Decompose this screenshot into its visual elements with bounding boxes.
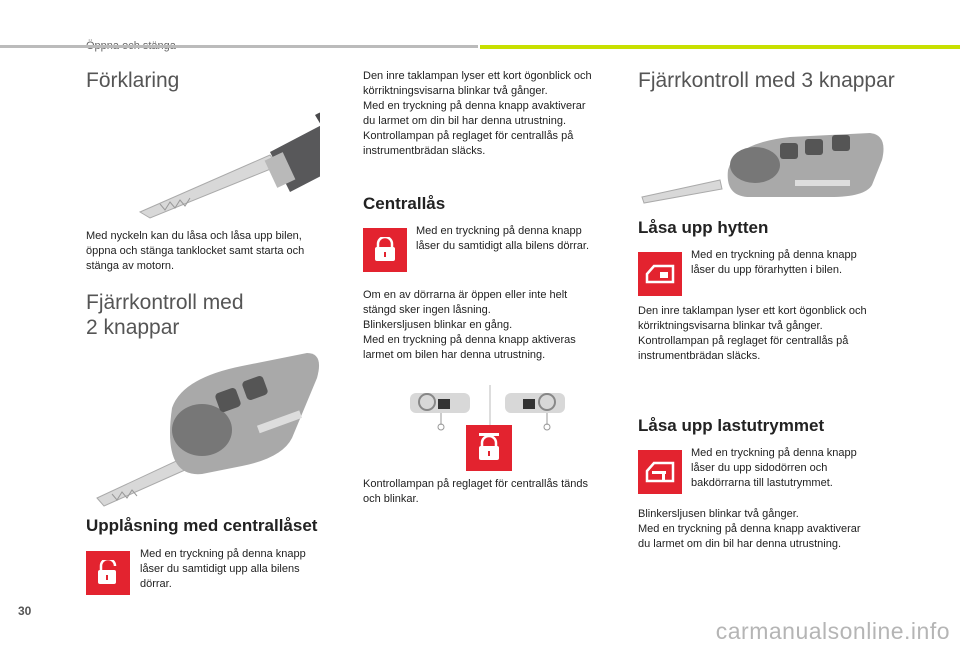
lock-indicator-icon	[466, 425, 512, 471]
unlock-cab-after: Den inre taklampan lyser ett kort ögonblick och körriktningsvisarna blinkar två gånger. Kontrollampan på reglaget för centrallås på instrumentbrädan släcks.	[638, 305, 867, 362]
key-illustration	[120, 100, 320, 220]
header-accent-bar	[480, 45, 960, 49]
remote-3-buttons-illustration	[640, 125, 890, 205]
page-number: 30	[18, 604, 32, 618]
unlock-cargo-description: Med en tryckning på denna knapp låser du upp sidodörren och bakdörrarna till lastutrymmet.	[691, 447, 857, 489]
title-remote-3-buttons: Fjärrkontroll med 3 knappar	[638, 69, 895, 92]
remote-2-buttons-illustration	[92, 348, 332, 508]
lamp-description: Kontrollampan på reglaget för centrallås tänds och blinkar.	[363, 478, 589, 505]
unlock-description: Med en tryckning på denna knapp låser du samtidigt upp alla bilens dörrar.	[140, 548, 306, 590]
intro-description: Den inre taklampan lyser ett kort ögonblick och körriktningsvisarna blinkar två gånger. Med en tryckning på denna knapp avaktiverar du larmet om din bil har denna utrustning. Kontrollampan på reglaget för centrallås på instrumentbrädan släcks.	[363, 70, 592, 157]
title-unlock-cab: Låsa upp hytten	[638, 218, 769, 237]
title-explanation: Förklaring	[86, 69, 180, 92]
title-central-unlock: Upplåsning med centrallåset	[86, 516, 318, 535]
lock-button-icon	[363, 228, 407, 272]
key-description: Med nyckeln kan du låsa och låsa upp bilen, öppna och stänga tanklocket samt starta och stänga av motorn.	[86, 230, 305, 272]
unlock-cab-description: Med en tryckning på denna knapp låser du upp förarhytten i bilen.	[691, 249, 857, 276]
title-central-lock: Centrallås	[363, 194, 446, 213]
header-rule	[0, 45, 478, 48]
unlock-cargo-icon	[638, 450, 682, 494]
title-remote-2-buttons: Fjärrkontroll med 2 knappar	[86, 291, 244, 340]
unlock-cargo-after: Blinkersljusen blinkar två gånger. Med en tryckning på denna knapp avaktiverar du larmet om din bil har denna utrustning.	[638, 508, 861, 550]
watermark: carmanualsonline.info	[715, 618, 950, 644]
unlock-cab-icon	[638, 252, 682, 296]
unlock-button-icon	[86, 551, 130, 595]
lock-description: Med en tryckning på denna knapp låser du samtidigt alla bilens dörrar.	[416, 225, 590, 252]
door-open-description: Om en av dörrarna är öppen eller inte helt stängd sker ingen låsning. Blinkersljusen blinkar en gång. Med en tryckning på denna knapp aktiveras larmet om bilen har denna utrustning.	[363, 289, 576, 361]
title-unlock-cargo: Låsa upp lastutrymmet	[638, 416, 825, 435]
